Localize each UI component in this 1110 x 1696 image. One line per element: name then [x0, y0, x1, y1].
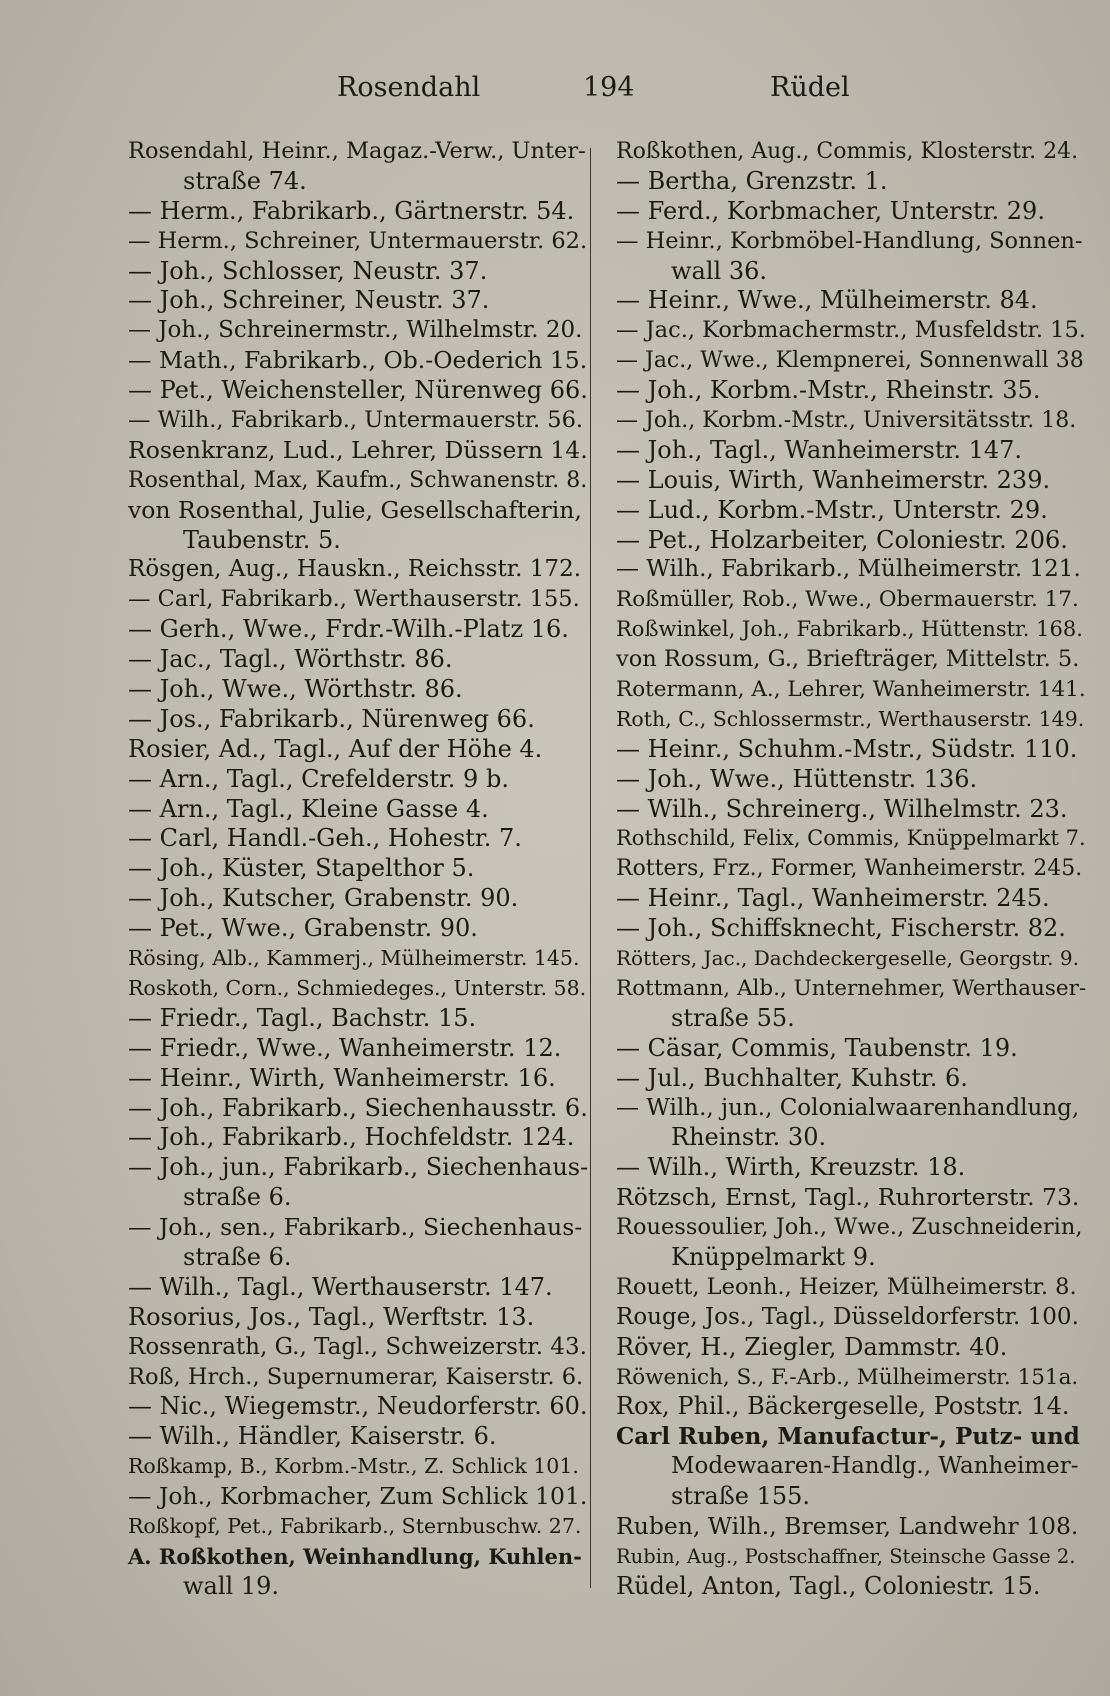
directory-entry-line: Rouett, Leonh., Heizer, Mülheimerstr. 8. [616, 1273, 1077, 1300]
column-divider [590, 148, 591, 1588]
header-first-name: Rosendahl [337, 72, 481, 103]
directory-entry-line: Rotters, Frz., Former, Wanheimerstr. 245. [616, 856, 1083, 882]
directory-entry-line: — Joh., Fabrikarb., Hochfeldstr. 124. [128, 1123, 575, 1152]
directory-entry-line: — Wilh., Fabrikarb., Mülheimerstr. 121. [616, 556, 1081, 583]
directory-entry-line: — Wilh., jun., Colonialwaarenhandlung, [616, 1094, 1080, 1121]
directory-entry-line: Carl Ruben, Manufactur-, Putz- und [616, 1423, 1080, 1451]
directory-entry-line: Rubin, Aug., Postschaffner, Steinsche Gasse 2. [616, 1544, 1076, 1568]
directory-entry-line: — Joh., Korbmacher, Zum Schlick 101. [128, 1482, 588, 1511]
directory-entry-line: — Heinr., Wirth, Wanheimerstr. 16. [128, 1063, 556, 1092]
directory-entry-line: Roßkopf, Pet., Fabrikarb., Sternbuschw. 27. [128, 1513, 582, 1538]
directory-entry-line: — Pet., Holzarbeiter, Coloniestr. 206. [616, 525, 1068, 554]
running-header [0, 72, 1110, 112]
directory-entry-line: — Heinr., Tagl., Wanheimerstr. 245. [616, 884, 1050, 913]
directory-entry-line: Rouge, Jos., Tagl., Düsseldorferstr. 100. [616, 1303, 1079, 1330]
directory-entry-line: wall 36. [671, 256, 767, 285]
directory-entry-line: — Wilh., Tagl., Werthauserstr. 147. [128, 1272, 553, 1301]
directory-entry-line: — Joh., Wwe., Wörthstr. 86. [128, 675, 463, 704]
directory-entry-line: Rösing, Alb., Kammerj., Mülheimerstr. 145. [128, 946, 580, 971]
directory-entry-line: — Carl, Handl.-Geh., Hohestr. 7. [128, 824, 522, 853]
directory-entry-line: — Bertha, Grenzstr. 1. [616, 166, 888, 195]
directory-entry-line: straße 74. [183, 166, 307, 195]
directory-entry-line: — Gerh., Wwe., Frdr.-Wilh.-Platz 16. [128, 615, 569, 644]
header-last-name: Rüdel [770, 72, 850, 103]
directory-entry-line: — Wilh., Schreinerg., Wilhelmstr. 23. [616, 794, 1068, 823]
directory-entry-line: — Herm., Fabrikarb., Gärtnerstr. 54. [128, 196, 575, 225]
directory-entry-line: — Herm., Schreiner, Untermauerstr. 62. [128, 227, 588, 254]
directory-entry-line: wall 19. [183, 1571, 279, 1600]
directory-entry-line: — Jos., Fabrikarb., Nürenweg 66. [128, 704, 535, 733]
directory-entry-line: Rosenkranz, Lud., Lehrer, Düssern 14. [128, 435, 588, 464]
directory-entry-line: — Heinr., Korbmöbel-Handlung, Sonnen- [616, 227, 1083, 254]
directory-entry-line: Rötzsch, Ernst, Tagl., Ruhrorterstr. 73. [616, 1183, 1080, 1212]
directory-entry-line: Rox, Phil., Bäckergeselle, Poststr. 14. [616, 1392, 1070, 1421]
directory-entry-line: von Rosenthal, Julie, Gesellschafterin, [128, 495, 582, 524]
directory-entry-line: straße 6. [183, 1242, 292, 1271]
directory-entry-line: Roskoth, Corn., Schmiedeges., Unterstr. 58. [128, 975, 587, 1000]
directory-entry-line: straße 6. [183, 1183, 292, 1212]
directory-entry-line: Rüdel, Anton, Tagl., Coloniestr. 15. [616, 1571, 1041, 1600]
directory-entry-line: Ruben, Wilh., Bremser, Landwehr 108. [616, 1511, 1079, 1540]
directory-entry-line: — Jac., Korbmachermstr., Musfeldstr. 15. [616, 317, 1086, 344]
directory-entry-line: Rotermann, A., Lehrer, Wanheimerstr. 141. [616, 677, 1086, 703]
directory-entry-line: Taubenstr. 5. [183, 525, 341, 554]
directory-entry-line: — Joh., Schiffsknecht, Fischerstr. 82. [616, 914, 1066, 943]
directory-entry-line: — Joh., Korbm.-Mstr., Rheinstr. 35. [616, 376, 1041, 405]
directory-entry-line: — Joh., Schlosser, Neustr. 37. [128, 256, 488, 285]
directory-entry-line: — Louis, Wirth, Wanheimerstr. 239. [616, 465, 1051, 494]
directory-entry-line: Rosorius, Jos., Tagl., Werftstr. 13. [128, 1302, 535, 1331]
directory-entry-line: — Joh., Kutscher, Grabenstr. 90. [128, 884, 519, 913]
directory-entry-line: Rottmann, Alb., Unternehmer, Werthauser- [616, 975, 1087, 1001]
directory-entry-line: — Pet., Weichensteller, Nürenweg 66. [128, 376, 588, 405]
directory-entry-line: Röwenich, S., F.-Arb., Mülheimerstr. 151a. [616, 1364, 1079, 1390]
directory-entry-line: — Wilh., Händler, Kaiserstr. 6. [128, 1422, 497, 1451]
directory-entry-line: — Joh., Schreinermstr., Wilhelmstr. 20. [128, 317, 583, 344]
directory-entry-line: — Arn., Tagl., Crefelderstr. 9 b. [128, 764, 509, 793]
directory-entry-line: — Heinr., Schuhm.-Mstr., Südstr. 110. [616, 734, 1078, 763]
directory-entry-line: — Joh., Fabrikarb., Siechenhausstr. 6. [128, 1093, 588, 1122]
directory-entry-line: — Lud., Korbm.-Mstr., Unterstr. 29. [616, 495, 1048, 524]
directory-entry-line: Roßmüller, Rob., Wwe., Obermauerstr. 17. [616, 587, 1079, 613]
left-column [128, 137, 588, 1602]
directory-entry-line: — Pet., Wwe., Grabenstr. 90. [128, 914, 478, 943]
directory-entry-line: Roßkamp, B., Korbm.-Mstr., Z. Schlick 101. [128, 1454, 579, 1479]
directory-entry-line: Rosenthal, Max, Kaufm., Schwanenstr. 8. [128, 467, 588, 493]
directory-entry-line: Rötters, Jac., Dachdeckergeselle, Georgstr. 9. [616, 946, 1079, 971]
directory-entry-line: — Heinr., Wwe., Mülheimerstr. 84. [616, 286, 1038, 315]
directory-entry-line: — Friedr., Wwe., Wanheimerstr. 12. [128, 1033, 562, 1062]
directory-entry-line: Rösgen, Aug., Hauskn., Reichsstr. 172. [128, 556, 582, 583]
directory-entry-line: Roßkothen, Aug., Commis, Klosterstr. 24. [616, 139, 1079, 164]
directory-entry-line: — Jac., Tagl., Wörthstr. 86. [128, 645, 453, 674]
directory-entry-line: Rosendahl, Heinr., Magaz.-Verw., Unter- [128, 138, 586, 164]
directory-entry-line: — Joh., Korbm.-Mstr., Universitätsstr. 18. [616, 408, 1077, 434]
directory-entry-line: — Carl, Fabrikarb., Werthauserstr. 155. [128, 586, 580, 613]
directory-entry-line: von Rossum, G., Briefträger, Mittelstr. 5. [616, 646, 1080, 673]
directory-entry-line: — Joh., Wwe., Hüttenstr. 136. [616, 764, 978, 793]
directory-entry-line: — Joh., Tagl., Wanheimerstr. 147. [616, 435, 1023, 464]
directory-entry-line: Rosier, Ad., Tagl., Auf der Höhe 4. [128, 734, 543, 763]
directory-entry-line: Rheinstr. 30. [671, 1123, 827, 1152]
right-column [616, 137, 1086, 1602]
directory-entry-line: — Joh., sen., Fabrikarb., Siechenhaus- [128, 1213, 583, 1242]
page-number: 194 [583, 72, 635, 103]
directory-entry-line: Roth, C., Schlossermstr., Werthauserstr. 149. [616, 706, 1085, 731]
directory-entry-line: — Friedr., Tagl., Bachstr. 15. [128, 1003, 477, 1032]
directory-entry-line: — Cäsar, Commis, Taubenstr. 19. [616, 1033, 1018, 1062]
directory-entry-line: — Wilh., Wirth, Kreuzstr. 18. [616, 1153, 966, 1182]
directory-entry-line: Roß, Hrch., Supernumerar, Kaiserstr. 6. [128, 1363, 584, 1390]
directory-entry-line: — Joh., Küster, Stapelthor 5. [128, 854, 475, 883]
directory-entry-line: Rouessoulier, Joh., Wwe., Zuschneiderin, [616, 1214, 1083, 1241]
directory-entry-line: — Wilh., Fabrikarb., Untermauerstr. 56. [128, 407, 584, 434]
directory-entry-line: Rossenrath, G., Tagl., Schweizerstr. 43. [128, 1333, 587, 1360]
directory-entry-line: — Jac., Wwe., Klempnerei, Sonnenwall 38 [616, 348, 1084, 374]
directory-entry-line: — Jul., Buchhalter, Kuhstr. 6. [616, 1063, 968, 1092]
directory-entry-line: — Joh., jun., Fabrikarb., Siechenhaus- [128, 1153, 589, 1182]
directory-entry-line: straße 55. [671, 1003, 795, 1032]
directory-entry-line: Rothschild, Felix, Commis, Knüppelmarkt 7. [616, 826, 1086, 851]
directory-entry-line: Knüppelmarkt 9. [671, 1242, 876, 1271]
directory-entry-line: Roßwinkel, Joh., Fabrikarb., Hüttenstr. 168. [616, 617, 1083, 642]
directory-entry-line: Röver, H., Ziegler, Dammstr. 40. [616, 1332, 1008, 1361]
directory-entry-line: A. Roßkothen, Weinhandlung, Kuhlen- [128, 1543, 582, 1569]
directory-entry-line: — Math., Fabrikarb., Ob.-Oederich 15. [128, 346, 588, 375]
directory-entry-line: straße 155. [671, 1482, 811, 1511]
directory-entry-line: — Joh., Schreiner, Neustr. 37. [128, 286, 490, 315]
directory-entry-line: — Nic., Wiegemstr., Neudorferstr. 60. [128, 1392, 588, 1421]
directory-entry-line: — Arn., Tagl., Kleine Gasse 4. [128, 794, 489, 823]
directory-entry-line: — Ferd., Korbmacher, Unterstr. 29. [616, 196, 1045, 225]
directory-entry-line: Modewaaren-Handlg., Wanheimer- [671, 1453, 1079, 1480]
